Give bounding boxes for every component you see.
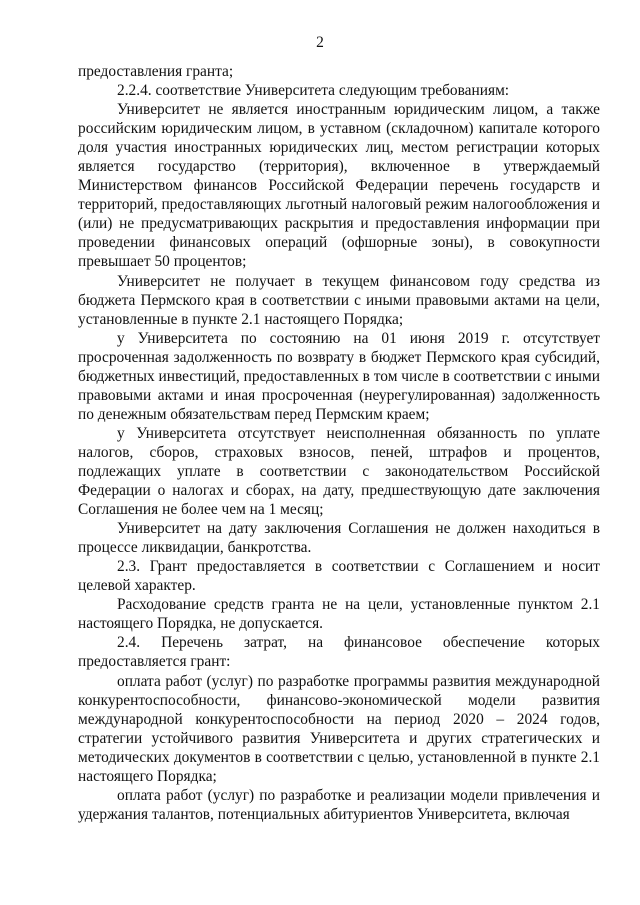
paragraph-clause-2-4: 2.4. Перечень затрат, на финансовое обеспечение которых предоставляется грант: <box>78 634 600 671</box>
document-body <box>78 62 600 824</box>
paragraph-no-overdue-debt: у Университета по состоянию на 01 июня 2019 г. отсутствует просроченная задолженность по возврату в бюджет Пермского края субсидий, бюджетных инвестиций, предоставленных в том числе в соответствии с иными правовыми актами и иная просроченная (неурегулированная) задолженность по денежным обязательствам перед Пермским краем; <box>78 329 600 423</box>
paragraph-clause-2-3: 2.3. Грант предоставляется в соответствии с Соглашением и носит целевой характер. <box>78 558 600 595</box>
page-number: 2 <box>316 34 324 51</box>
paragraph-spending-restriction: Расходование средств гранта не на цели, установленные пунктом 2.1 настоящего Порядка, не допускается. <box>78 596 600 633</box>
paragraph-expense-development-program: оплата работ (услуг) по разработке программы развития международной конкурентоспособности, финансово-экономической модели развития международной конкурентоспособности на период 2020 – 2024 годов, стратегии устойчивого развития Университета и других стратегических и методических документов в соответствии с целью, установленной в пункте 2.1 настоящего Порядка; <box>78 672 600 785</box>
paragraph-not-foreign-entity: Университет не является иностранным юридическим лицом, а также российским юридическим лицом, в уставном (складочном) капитале которого доля участия иностранных юридических лиц, местом регистрации которых является государство (территория), включенное в утверждаемый Министерством финансов Российской Федерации перечень государств и территорий, предоставляющих льготный налоговый режим налогообложения и (или) не предусматривающих раскрытия и предоставления информации при проведении финансовых операций (офшорные зоны), в совокупности превышает 50 процентов; <box>78 101 600 271</box>
paragraph-expense-talent-model: оплата работ (услуг) по разработке и реализации модели привлечения и удержания талантов, потенциальных абитуриентов Университета, включая <box>78 786 600 823</box>
paragraph-grant-provision-end: предоставления гранта; <box>78 63 234 80</box>
paragraph-not-in-liquidation: Университет на дату заключения Соглашения не должен находиться в процессе ликвидации, банкротства. <box>78 520 600 557</box>
paragraph-no-budget-funds: Университет не получает в текущем финансовом году средства из бюджета Пермского края в соответствии с иными правовыми актами на цели, установленные в пункте 2.1 настоящего Порядка; <box>78 272 600 328</box>
paragraph-clause-2-2-4: 2.2.4. соответствие Университета следующим требованиям: <box>117 82 510 100</box>
paragraph-no-tax-obligations: у Университета отсутствует неисполненная обязанность по уплате налогов, сборов, страховых взносов, пеней, штрафов и процентов, подлежащих уплате в соответствии с законодательством Российской Федерации о налогах и сборах, на дату, предшествующую дате заключения Соглашения не более чем на 1 месяц; <box>78 424 600 519</box>
